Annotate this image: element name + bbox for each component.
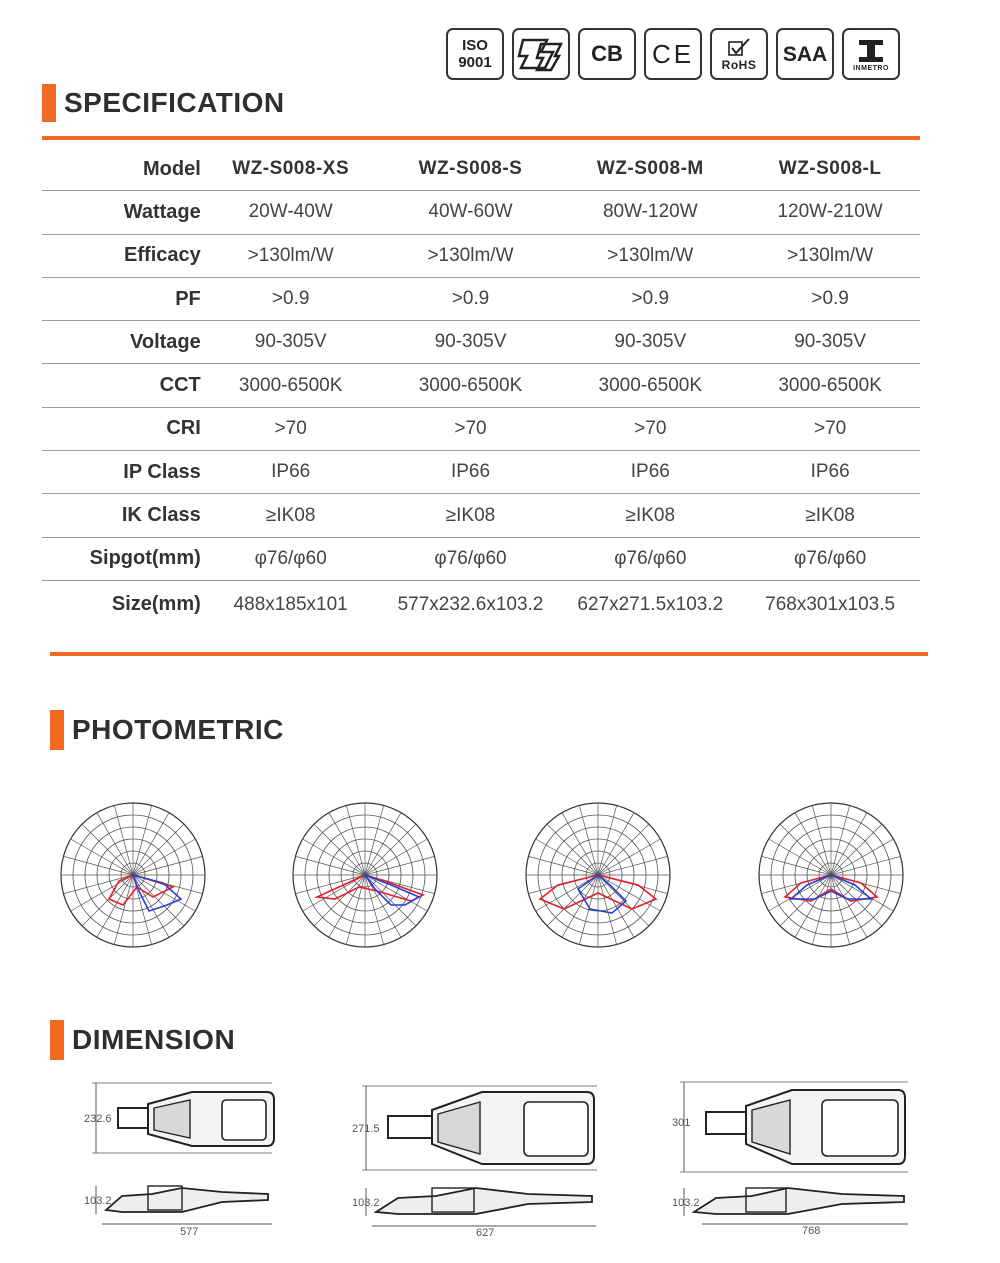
ek-mark-icon — [517, 34, 565, 74]
table-cell: 488x185x101 — [233, 593, 348, 615]
table-cell: 80W-120W — [602, 201, 698, 223]
height-label: 232.6 — [84, 1113, 112, 1125]
table-row — [42, 321, 920, 364]
table-row — [42, 538, 920, 581]
top-view — [672, 1082, 908, 1172]
table-cell: IP66 — [450, 461, 491, 483]
height-label: 103.2 — [672, 1197, 700, 1209]
row-label: Wattage — [123, 200, 201, 223]
row-label: PF — [175, 287, 201, 310]
table-cell: 3000-6500K — [238, 374, 343, 396]
polar-diagram — [756, 800, 906, 950]
dimension-drawing-l — [672, 1076, 912, 1238]
section-title: PHOTOMETRIC — [72, 714, 284, 745]
table-header-row — [42, 148, 920, 191]
table-cell: ≥IK08 — [265, 504, 316, 526]
section-title: SPECIFICATION — [64, 87, 285, 118]
model-name: WZ-S008-S — [418, 158, 523, 180]
orange-divider — [50, 652, 928, 656]
table-cell: >0.9 — [811, 288, 849, 310]
table-cell: ≥IK08 — [805, 504, 855, 526]
table-cell: >70 — [634, 417, 667, 439]
model-name: WZ-S008-M — [596, 158, 704, 180]
table-row — [42, 581, 920, 629]
table-cell: 768x301x103.5 — [765, 593, 896, 615]
table-cell: >130lm/W — [427, 244, 514, 266]
table-row — [42, 364, 920, 407]
row-label: CRI — [166, 417, 201, 440]
polar-diagram — [290, 800, 440, 950]
top-view — [352, 1086, 597, 1170]
row-label: Voltage — [130, 330, 201, 353]
top-view — [84, 1083, 274, 1153]
photometric-heading — [50, 710, 284, 750]
table-cell: 3000-6500K — [598, 374, 703, 396]
table-cell: φ76/φ60 — [434, 547, 507, 569]
table-cell: IP66 — [271, 461, 311, 483]
checkmark-icon — [725, 37, 753, 59]
rohs-badge: RoHS — [710, 28, 768, 80]
dimension-drawing-xs — [82, 1078, 282, 1238]
table-cell: ≥IK08 — [445, 504, 496, 526]
height-label: 103.2 — [84, 1195, 112, 1207]
length-label: 768 — [802, 1225, 821, 1237]
table-cell: >0.9 — [631, 288, 670, 310]
table-cell: 3000-6500K — [778, 374, 882, 396]
side-view — [84, 1186, 272, 1238]
heading-accent-bar — [50, 710, 64, 750]
inmetro-mark-icon — [856, 37, 886, 65]
length-label: 627 — [476, 1227, 495, 1238]
model-name: WZ-S008-L — [778, 158, 882, 180]
table-cell: >130lm/W — [607, 244, 694, 266]
row-label: Sipgot(mm) — [89, 547, 201, 570]
row-label: Efficacy — [124, 244, 201, 267]
table-cell: φ76/φ60 — [614, 547, 687, 569]
table-row — [42, 235, 920, 278]
side-view — [352, 1188, 596, 1238]
table-cell: 40W-60W — [428, 201, 513, 223]
table-cell: >70 — [813, 417, 847, 439]
table-cell: >70 — [274, 417, 307, 439]
table-cell: 90-305V — [254, 331, 327, 353]
height-label: 103.2 — [352, 1197, 380, 1209]
table-cell: φ76/φ60 — [254, 547, 327, 569]
table-cell: 90-305V — [434, 331, 507, 353]
inmetro-badge: INMETRO — [842, 28, 900, 80]
table-cell: 90-305V — [794, 331, 867, 353]
table-cell: IP66 — [630, 461, 670, 483]
heading-accent-bar — [42, 84, 56, 122]
dimension-drawing-s — [352, 1078, 602, 1238]
table-cell: 20W-40W — [248, 201, 333, 223]
iso-9001-badge: ISO 9001 — [446, 28, 504, 80]
dimension-heading — [50, 1020, 235, 1060]
table-cell: >0.9 — [271, 288, 310, 310]
table-row — [42, 278, 920, 321]
certification-badges — [446, 28, 900, 80]
row-label: IK Class — [121, 504, 201, 527]
height-label: 271.5 — [352, 1123, 380, 1135]
ek-badge — [512, 28, 570, 80]
table-cell: 577x232.6x103.2 — [397, 593, 544, 615]
side-view — [672, 1188, 908, 1237]
row-label: Size(mm) — [111, 593, 201, 616]
height-label: 301 — [672, 1117, 691, 1129]
table-cell: 90-305V — [614, 331, 687, 353]
saa-badge: SAA — [776, 28, 834, 80]
table-row — [42, 451, 920, 494]
table-cell: >130lm/W — [247, 244, 334, 266]
cb-badge: CB — [578, 28, 636, 80]
table-cell: >0.9 — [451, 288, 490, 310]
heading-accent-bar — [50, 1020, 64, 1060]
table-cell: IP66 — [810, 461, 850, 483]
table-cell: >70 — [454, 417, 487, 439]
table-cell: 627x271.5x103.2 — [577, 593, 724, 615]
specification-table — [42, 148, 920, 629]
ce-badge: CE — [644, 28, 702, 80]
table-cell: ≥IK08 — [625, 504, 676, 526]
polar-diagram — [58, 800, 208, 950]
row-label: Model — [142, 157, 201, 180]
polar-diagram — [523, 800, 673, 950]
table-row — [42, 408, 920, 451]
row-label: CCT — [159, 374, 201, 397]
specification-heading — [42, 84, 285, 122]
table-row — [42, 191, 920, 234]
length-label: 577 — [180, 1226, 199, 1238]
table-cell: 120W-210W — [777, 201, 883, 223]
orange-divider — [42, 136, 920, 140]
model-name: WZ-S008-XS — [232, 158, 350, 180]
table-cell: φ76/φ60 — [794, 547, 867, 569]
table-cell: >130lm/W — [787, 244, 874, 266]
table-cell: 3000-6500K — [418, 374, 523, 396]
row-label: IP Class — [123, 460, 201, 483]
section-title: DIMENSION — [72, 1024, 236, 1055]
table-row — [42, 494, 920, 537]
